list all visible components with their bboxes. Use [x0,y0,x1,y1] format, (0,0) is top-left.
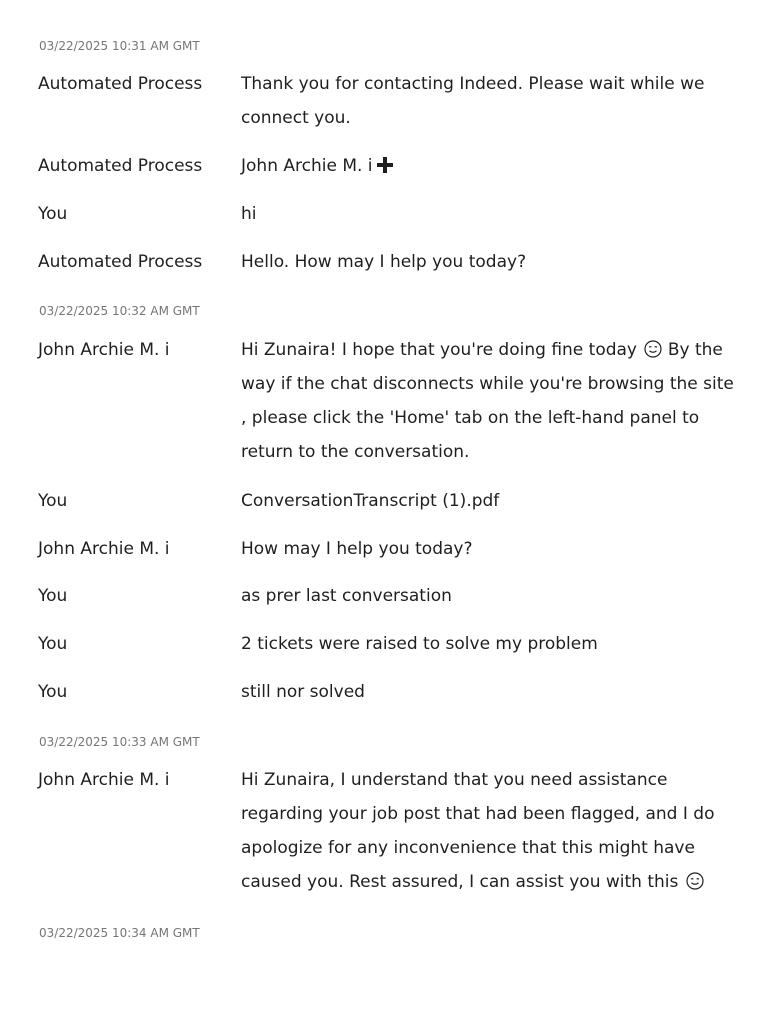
message-text [241,245,736,279]
message-line: connect you. [241,108,351,128]
message-line [241,865,736,899]
agent-name: John Archie M. i [241,156,373,176]
message-line: 2 tickets were raised to solve my problem [241,634,598,654]
message-line: regarding your job post that had been flagged, and I do [241,804,715,824]
timestamp: 03/22/2025 10:33 AM GMT [39,735,200,749]
message-sender: John Archie M. i [38,770,170,790]
message-sender: You [38,491,68,511]
message-line [241,333,736,367]
message-sender: You [38,682,68,702]
message-sender: You [38,634,68,654]
message-sender: Automated Process [38,156,203,176]
plus-icon [377,157,393,173]
message-line-text: By the [667,340,723,360]
message-line: apologize for any inconvenience that this might have [241,838,695,858]
message-line: as prer last conversation [241,586,452,606]
timestamp: 03/22/2025 10:32 AM GMT [39,304,200,318]
message-sender: Automated Process [38,252,203,272]
message-line-text: Hi Zunaira! I hope that you're doing fine today [241,340,637,360]
message-line: way if the chat disconnects while you're browsing the site [241,374,734,394]
message-sender: You [38,586,68,606]
message-sender: You [38,204,68,224]
smiling-face-icon [686,872,704,890]
message-sender: John Archie M. i [38,539,170,559]
message-line: hi [241,204,257,224]
message-text [241,197,736,231]
message-text [241,763,736,899]
timestamp: 03/22/2025 10:34 AM GMT [39,926,200,940]
message-text [241,149,736,183]
message-line: , please click the 'Home' tab on the left-hand panel to [241,408,700,428]
smiling-face-icon [644,340,662,358]
message-text [241,579,736,613]
message-line: Hi Zunaira, I understand that you need assistance [241,770,668,790]
message-text [241,675,736,709]
timestamp: 03/22/2025 10:31 AM GMT [39,39,200,53]
message-text [241,333,736,469]
message-sender: John Archie M. i [38,340,170,360]
attachment-link[interactable]: ConversationTranscript (1).pdf [241,491,500,511]
message-line: Hello. How may I help you today? [241,252,527,272]
message-text [241,484,736,518]
message-line: return to the conversation. [241,442,470,462]
message-line: How may I help you today? [241,539,473,559]
message-line: still nor solved [241,682,365,702]
message-line-text: caused you. Rest assured, I can assist you with this [241,872,679,892]
message-text [241,627,736,661]
message-line [241,149,736,183]
message-line: Thank you for contacting Indeed. Please wait while we [241,74,705,94]
message-text [241,532,736,566]
message-text [241,67,736,135]
message-sender: Automated Process [38,74,203,94]
